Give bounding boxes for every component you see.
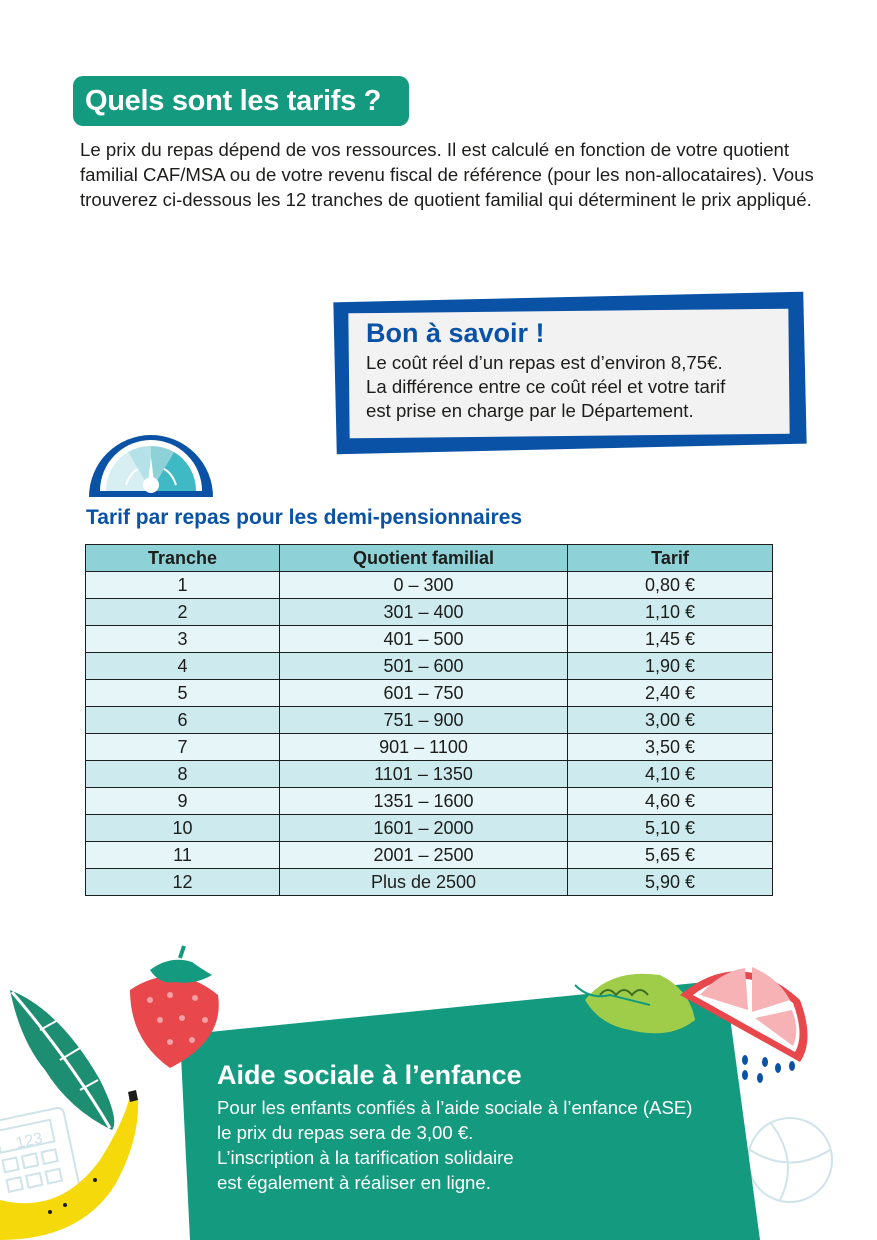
cell-tranche: 6 — [86, 707, 280, 734]
cell-tranche: 10 — [86, 815, 280, 842]
table-row — [86, 653, 773, 680]
cell-tranche: 8 — [86, 761, 280, 788]
cell-tarif: 3,00 € — [568, 707, 773, 734]
cell-quotient: Plus de 2500 — [280, 869, 568, 896]
cell-tranche: 12 — [86, 869, 280, 896]
ase-line: le prix du repas sera de 3,00 €. — [217, 1122, 474, 1143]
cell-quotient: 1601 – 2000 — [280, 815, 568, 842]
cell-tranche: 2 — [86, 599, 280, 626]
cell-quotient: 1101 – 1350 — [280, 761, 568, 788]
ball-icon — [748, 1118, 832, 1202]
tariff-table — [85, 544, 773, 896]
gauge-icon — [86, 419, 216, 501]
cell-tranche: 3 — [86, 626, 280, 653]
cell-tarif: 1,90 € — [568, 653, 773, 680]
cell-quotient: 751 – 900 — [280, 707, 568, 734]
cell-tarif: 3,50 € — [568, 734, 773, 761]
cell-quotient: 501 – 600 — [280, 653, 568, 680]
table-row — [86, 707, 773, 734]
callout-line: Le coût réel d’un repas est d’environ 8,75€. — [366, 352, 723, 373]
cell-tarif: 4,10 € — [568, 761, 773, 788]
cell-tarif: 5,90 € — [568, 869, 773, 896]
ase-title: Aide sociale à l’enfance — [217, 1060, 522, 1090]
table-row — [86, 815, 773, 842]
table-row — [86, 761, 773, 788]
table-row — [86, 788, 773, 815]
cell-tarif: 0,80 € — [568, 572, 773, 599]
table-title: Tarif par repas pour les demi-pensionnaires — [86, 506, 523, 529]
ase-line: L’inscription à la tarification solidaire — [217, 1147, 514, 1168]
table-row — [86, 869, 773, 896]
cell-tarif: 5,65 € — [568, 842, 773, 869]
cell-quotient: 0 – 300 — [280, 572, 568, 599]
ase-body — [217, 1095, 737, 1195]
cell-tranche: 9 — [86, 788, 280, 815]
header-tarif: Tarif — [568, 545, 773, 572]
callout-body — [366, 351, 786, 423]
table-row — [86, 572, 773, 599]
callout-line: La différence entre ce coût réel et votre tarif — [366, 376, 726, 397]
cell-tranche: 11 — [86, 842, 280, 869]
cell-tarif: 5,10 € — [568, 815, 773, 842]
table-row — [86, 842, 773, 869]
cell-tarif: 4,60 € — [568, 788, 773, 815]
cell-tranche: 5 — [86, 680, 280, 707]
cell-quotient: 901 – 1100 — [280, 734, 568, 761]
intro-paragraph: Le prix du repas dépend de vos ressources. Il est calculé en fonction de votre quotient familial CAF/MSA ou de votre revenu fiscal de référence (pour les non-allocataires). Vous trouverez ci-dessous les 12 tranches de quotient familial qui déterminent le prix appliqué. — [80, 139, 814, 210]
ase-line: Pour les enfants confiés à l’aide sociale à l’enfance (ASE) — [217, 1097, 693, 1118]
table-row — [86, 626, 773, 653]
table-header-row — [86, 545, 773, 572]
header-quotient: Quotient familial — [280, 545, 568, 572]
callout-box — [366, 318, 786, 423]
callout-line: est prise en charge par le Département. — [366, 400, 694, 421]
cell-quotient: 2001 – 2500 — [280, 842, 568, 869]
page-title: Quels sont les tarifs ? — [73, 76, 409, 126]
ase-line: est également à réaliser en ligne. — [217, 1172, 491, 1193]
cell-quotient: 601 – 750 — [280, 680, 568, 707]
header-tranche: Tranche — [86, 545, 280, 572]
cell-tarif: 2,40 € — [568, 680, 773, 707]
cell-tarif: 1,45 € — [568, 626, 773, 653]
cell-quotient: 401 – 500 — [280, 626, 568, 653]
cell-quotient: 301 – 400 — [280, 599, 568, 626]
cell-tarif: 1,10 € — [568, 599, 773, 626]
table-row — [86, 680, 773, 707]
cell-tranche: 4 — [86, 653, 280, 680]
calculator-label: 123 — [14, 1129, 45, 1153]
cell-quotient: 1351 – 1600 — [280, 788, 568, 815]
table-row — [86, 734, 773, 761]
table-row — [86, 599, 773, 626]
cell-tranche: 7 — [86, 734, 280, 761]
banana-icon — [0, 1090, 138, 1240]
cell-tranche: 1 — [86, 572, 280, 599]
callout-title: Bon à savoir ! — [366, 318, 545, 348]
